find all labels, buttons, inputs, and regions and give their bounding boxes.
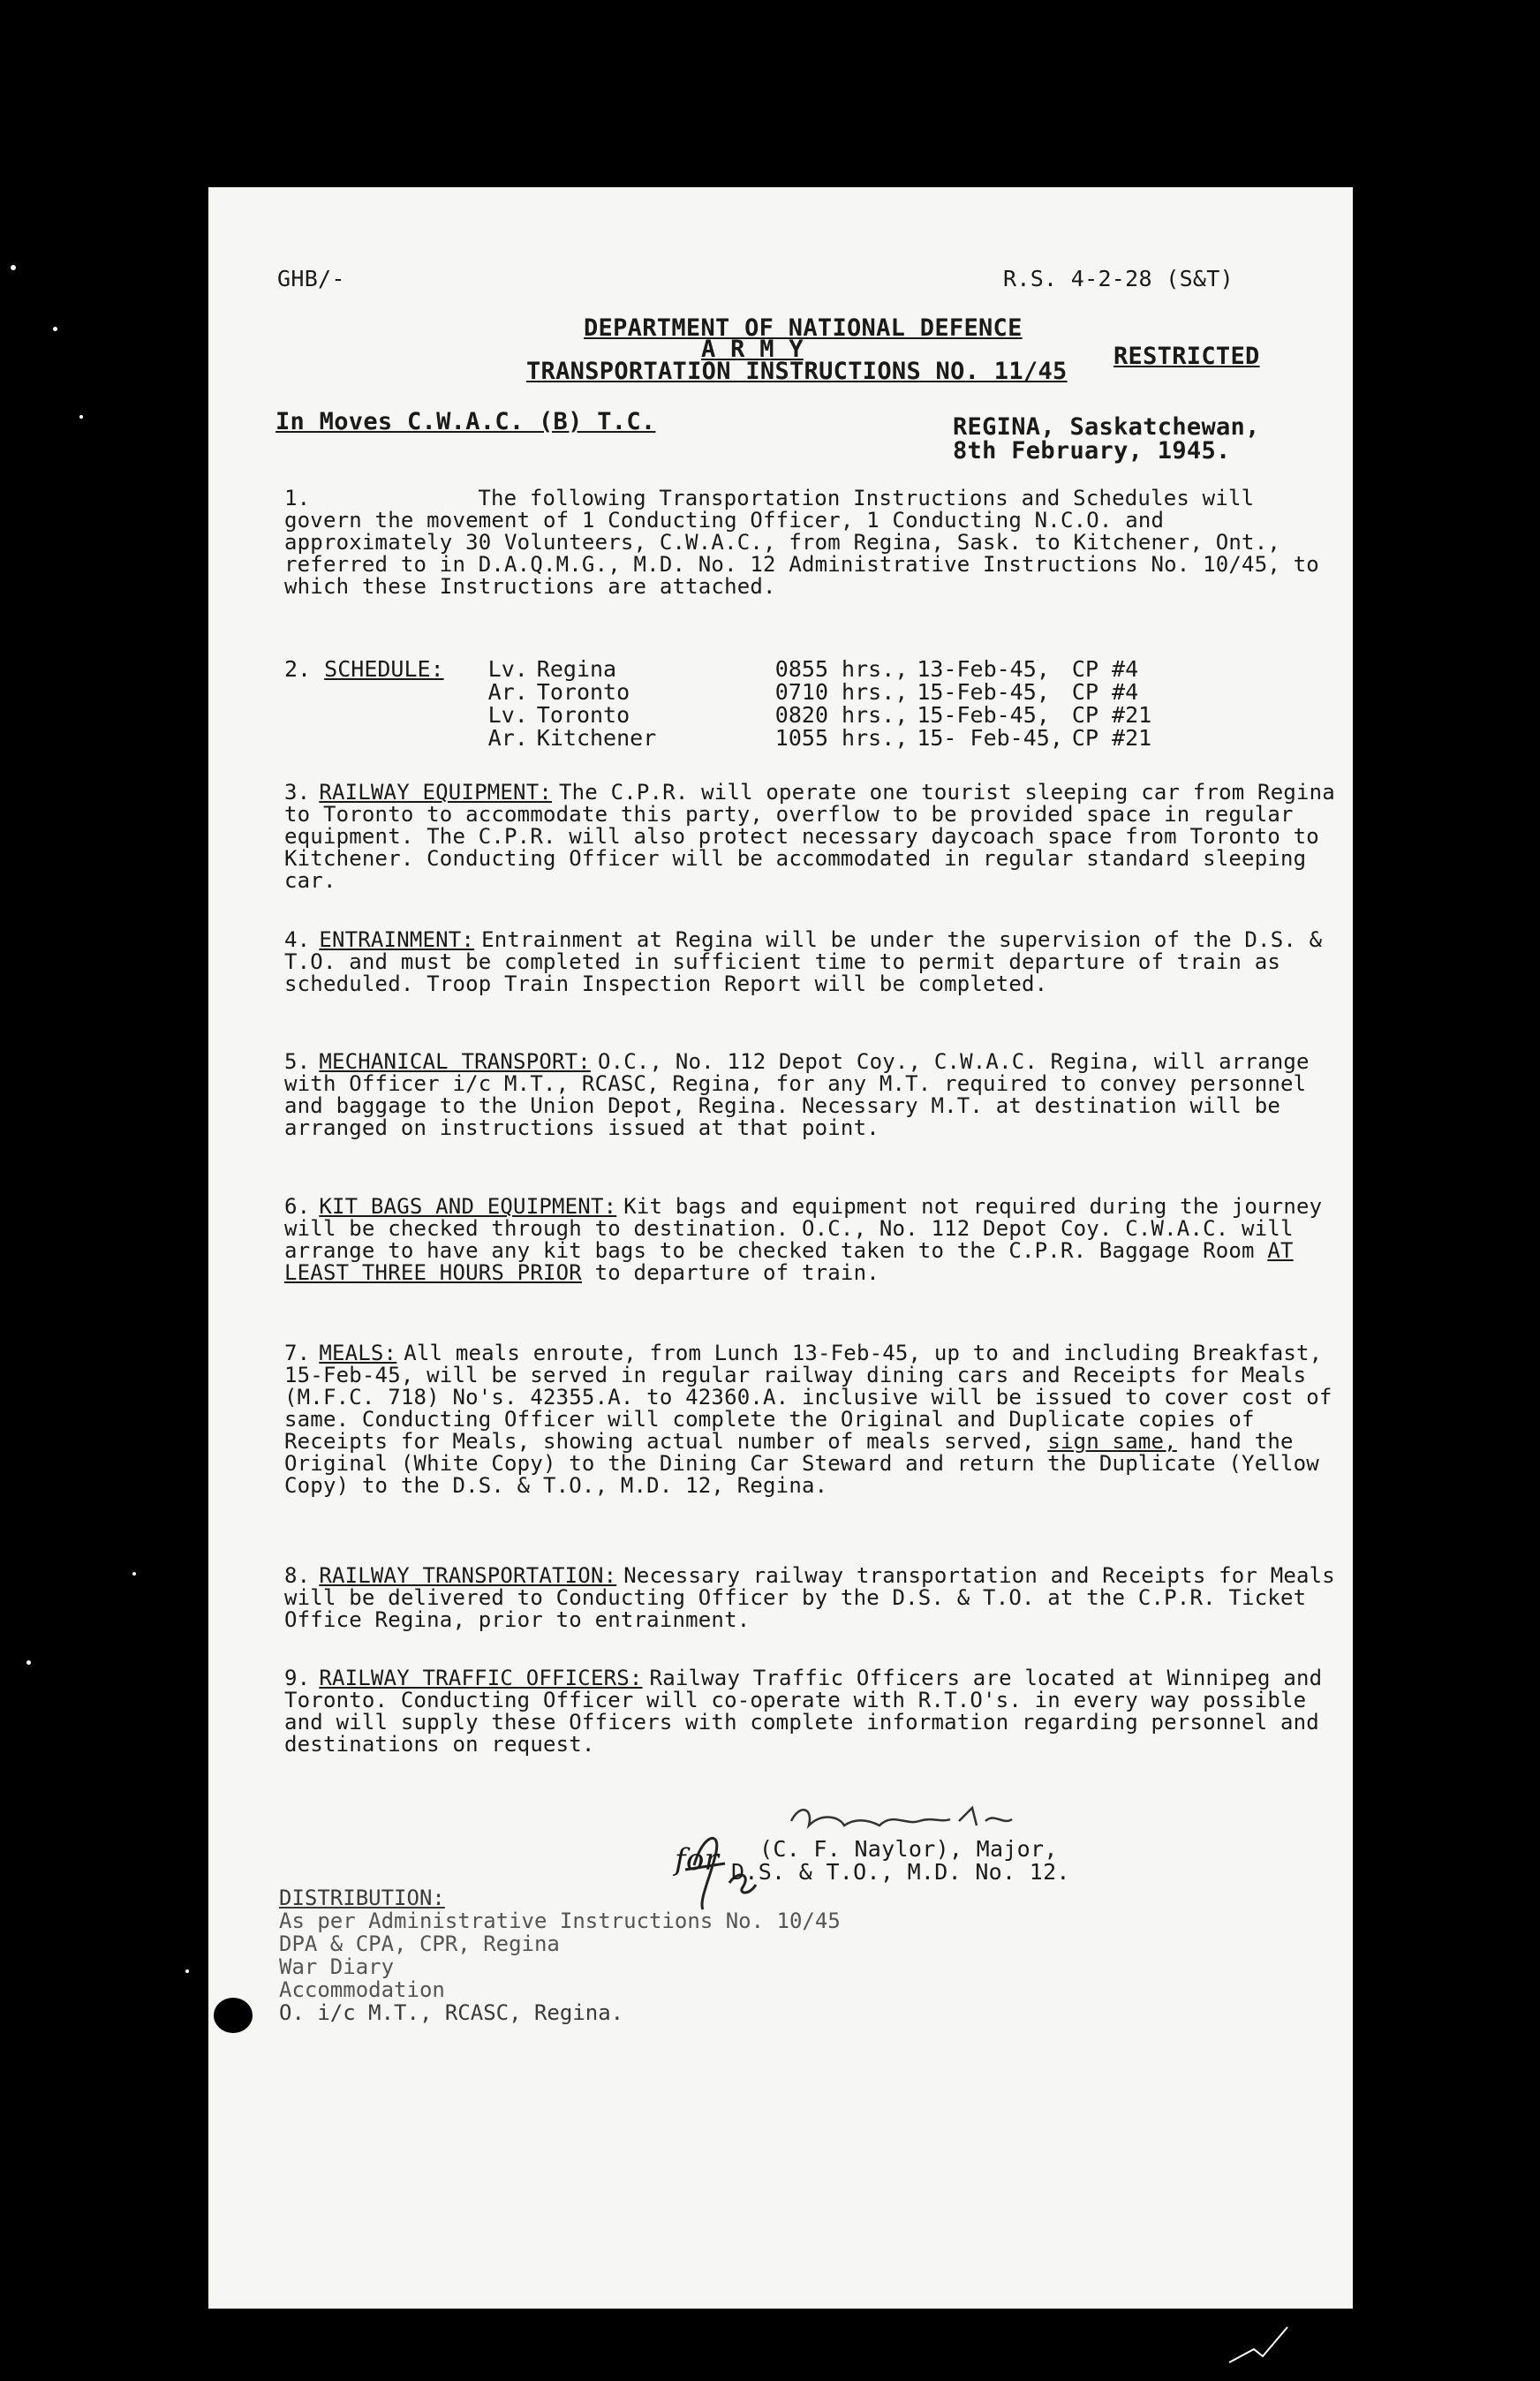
paragraph-text: Kit bags and equipment not required during the journey will be checked through to destination. O.C., No. 112 Depot Coy. C.W.A.C. will arrange to have any kit bags to be checked taken to the C.P.R. Baggage Room <box>284 1194 1323 1263</box>
place-line: REGINA, Saskatchewan, <box>953 413 1260 441</box>
scan-speck <box>11 265 16 270</box>
paragraph-number: 1. <box>284 486 311 510</box>
scan-scratch <box>1227 2323 1289 2367</box>
signatory-name: (C. F. Naylor), Major, <box>759 1836 1058 1862</box>
distribution-item: DPA & CPA, CPR, Regina <box>279 1931 560 1956</box>
paragraph-4 <box>284 929 1335 995</box>
paragraph-number: 9. <box>284 1666 311 1690</box>
paragraph-6 <box>284 1196 1335 1284</box>
table-row <box>284 727 1160 750</box>
paragraph-8 <box>284 1565 1335 1631</box>
paragraph-number: 5. <box>284 1049 311 1074</box>
paragraph-number: 6. <box>284 1194 311 1219</box>
schedule-date: 15-Feb-45, <box>917 679 1050 705</box>
signatory-role: D.S. & T.O., M.D. No. 12. <box>731 1859 1070 1885</box>
scan-speck <box>132 1572 136 1576</box>
scan-speck <box>53 327 57 331</box>
paragraph-number: 3. <box>284 780 311 805</box>
distribution-item: War Diary <box>279 1954 395 1979</box>
schedule-train: CP #4 <box>1071 656 1139 682</box>
schedule-place: Kitchener <box>536 725 657 751</box>
scan-speck <box>26 1660 31 1665</box>
schedule-date: 15- Feb-45, <box>917 725 1063 751</box>
schedule-time: 1055 hrs., <box>774 725 909 751</box>
paragraph-text: The following Transportation Instructions and Schedules will govern the movement of 1 Conducting Officer, 1 Conducting N.C.O. and approximately 30 Volunteers, C.W.A.C., from Regina, Sask. to Kitchener, Ont., referred to in D.A.Q.M.G., M.D. No. 12 Administrative Instructions No. 10/45, to which these Instructions are attached. <box>284 486 1319 599</box>
schedule-date: 15-Feb-45, <box>917 702 1050 728</box>
schedule-action: Ar. <box>487 679 528 705</box>
schedule-section <box>284 658 1160 750</box>
punch-hole <box>214 1998 253 2033</box>
schedule-action: Lv. <box>487 656 528 682</box>
paragraph-title: MECHANICAL TRANSPORT: <box>319 1049 591 1074</box>
schedule-date: 13-Feb-45, <box>917 656 1050 682</box>
paragraph-number: 7. <box>284 1341 311 1365</box>
distribution-item: O. i/c M.T., RCASC, Regina. <box>279 2000 624 2025</box>
schedule-time: 0710 hrs., <box>774 679 909 705</box>
schedule-time: 0855 hrs., <box>774 656 909 682</box>
schedule-train: CP #21 <box>1071 702 1152 728</box>
paragraph-text: O.C., No. 112 Depot Coy., C.W.A.C. Regina, will arrange with Officer i/c M.T., RCASC, Regina, for any M.T. required to convey personnel and baggage to the Union Depot, Regina. Necessary M.T. at destination will be arranged on instructions issued at that point. <box>284 1049 1310 1140</box>
paragraph-title: RAILWAY TRAFFIC OFFICERS: <box>319 1666 643 1690</box>
paragraph-text: Railway Traffic Officers are located at Winnipeg and Toronto. Conducting Officer will co-operate with R.T.O's. in every way possible and will supply these Officers with complete information regarding personnel and destinations on request. <box>284 1666 1323 1757</box>
distribution-block <box>279 1886 841 2024</box>
distribution-item: Accommodation <box>279 1977 445 2002</box>
paragraph-text: The C.P.R. will operate one tourist sleeping car from Regina to Toronto to accommodate this party, overflow to be provided space in regular equipment. The C.P.R. will also protect necessary daycoach space from Toronto to Kitchener. Conducting Officer will be accommodated in regular standard sleeping car. <box>284 780 1335 893</box>
schedule-train: CP #21 <box>1071 725 1152 751</box>
paragraph-number: 8. <box>284 1563 311 1588</box>
subject-line: In Moves C.W.A.C. (B) T.C. <box>276 408 656 435</box>
scan-speck <box>185 1969 189 1973</box>
table-row <box>284 704 1160 727</box>
paragraph-title: RAILWAY EQUIPMENT: <box>319 780 552 805</box>
paragraph-5 <box>284 1051 1335 1139</box>
paragraph-9 <box>284 1667 1335 1756</box>
paragraph-7 <box>284 1342 1335 1497</box>
army-heading: A R M Y <box>701 336 804 363</box>
document-page <box>208 187 1353 2309</box>
schedule-time: 0820 hrs., <box>774 702 909 728</box>
schedule-table <box>284 658 1160 750</box>
paragraph-text: Entrainment at Regina will be under the supervision of the D.S. & T.O. and must be completed in sufficient time to permit departure of train as scheduled. Troop Train Inspection Report will be completed. <box>284 927 1323 996</box>
schedule-place: Toronto <box>536 679 630 705</box>
schedule-place: Toronto <box>536 702 630 728</box>
scan-speck <box>79 415 83 419</box>
paragraph-text-after: to departure of train. <box>594 1260 879 1285</box>
registry-number: R.S. 4-2-28 (S&T) <box>1003 266 1234 291</box>
paragraph-number: 4. <box>284 927 311 952</box>
paragraph-text-after: hand the Original (White Copy) to the Dining Car Steward and return the Duplicate (Yellow Copy) to the D.S. & T.O., M.D. 12, Regina. <box>284 1429 1319 1498</box>
distribution-heading: DISTRIBUTION: <box>279 1886 445 1910</box>
department-heading: DEPARTMENT OF NATIONAL DEFENCE <box>584 314 1023 342</box>
distribution-item: As per Administrative Instructions No. 10/45 <box>279 1909 841 1933</box>
schedule-heading: SCHEDULE: <box>324 656 444 682</box>
paragraph-title: KIT BAGS AND EQUIPMENT: <box>319 1194 617 1219</box>
paragraph-title: ENTRAINMENT: <box>319 927 475 952</box>
schedule-action: Ar. <box>487 725 528 751</box>
paragraph-3 <box>284 782 1335 892</box>
signature-per: for <box>675 1842 720 1878</box>
date-line: 8th February, 1945. <box>953 437 1231 465</box>
paragraph-1 <box>284 488 1335 598</box>
document-title: TRANSPORTATION INSTRUCTIONS NO. 11/45 <box>526 358 1068 385</box>
paragraph-number: 2. <box>284 656 312 682</box>
schedule-action: Lv. <box>487 702 528 728</box>
file-reference: GHB/- <box>277 266 345 291</box>
schedule-train: CP #4 <box>1071 679 1139 705</box>
paragraph-title: MEALS: <box>319 1341 397 1365</box>
emphasis-text: AT LEAST THREE HOURS PRIOR <box>284 1238 1294 1285</box>
paragraph-text: Necessary railway transportation and Receipts for Meals will be delivered to Conducting Officer by the D.S. & T.O. at the C.P.R. Ticket Office Regina, prior to entrainment. <box>284 1563 1335 1632</box>
paragraph-title: RAILWAY TRANSPORTATION: <box>319 1563 617 1588</box>
classification-label: RESTRICTED <box>1113 343 1260 370</box>
paragraph-text: All meals enroute, from Lunch 13-Feb-45, up to and including Breakfast, 15-Feb-45, will be served in regular railway dining cars and Receipts for Meals (M.F.C. 718) No's. 42355.A. to 42360.A. inclusive will be issued to cover cost of same. Conducting Officer will complete the Original and Duplicate copies of Receipts for Meals, showing actual number of meals served, <box>284 1341 1332 1454</box>
table-row <box>284 658 1160 681</box>
schedule-place: Regina <box>536 656 617 682</box>
table-row <box>284 681 1160 704</box>
emphasis-text: sign same, <box>1047 1429 1177 1454</box>
